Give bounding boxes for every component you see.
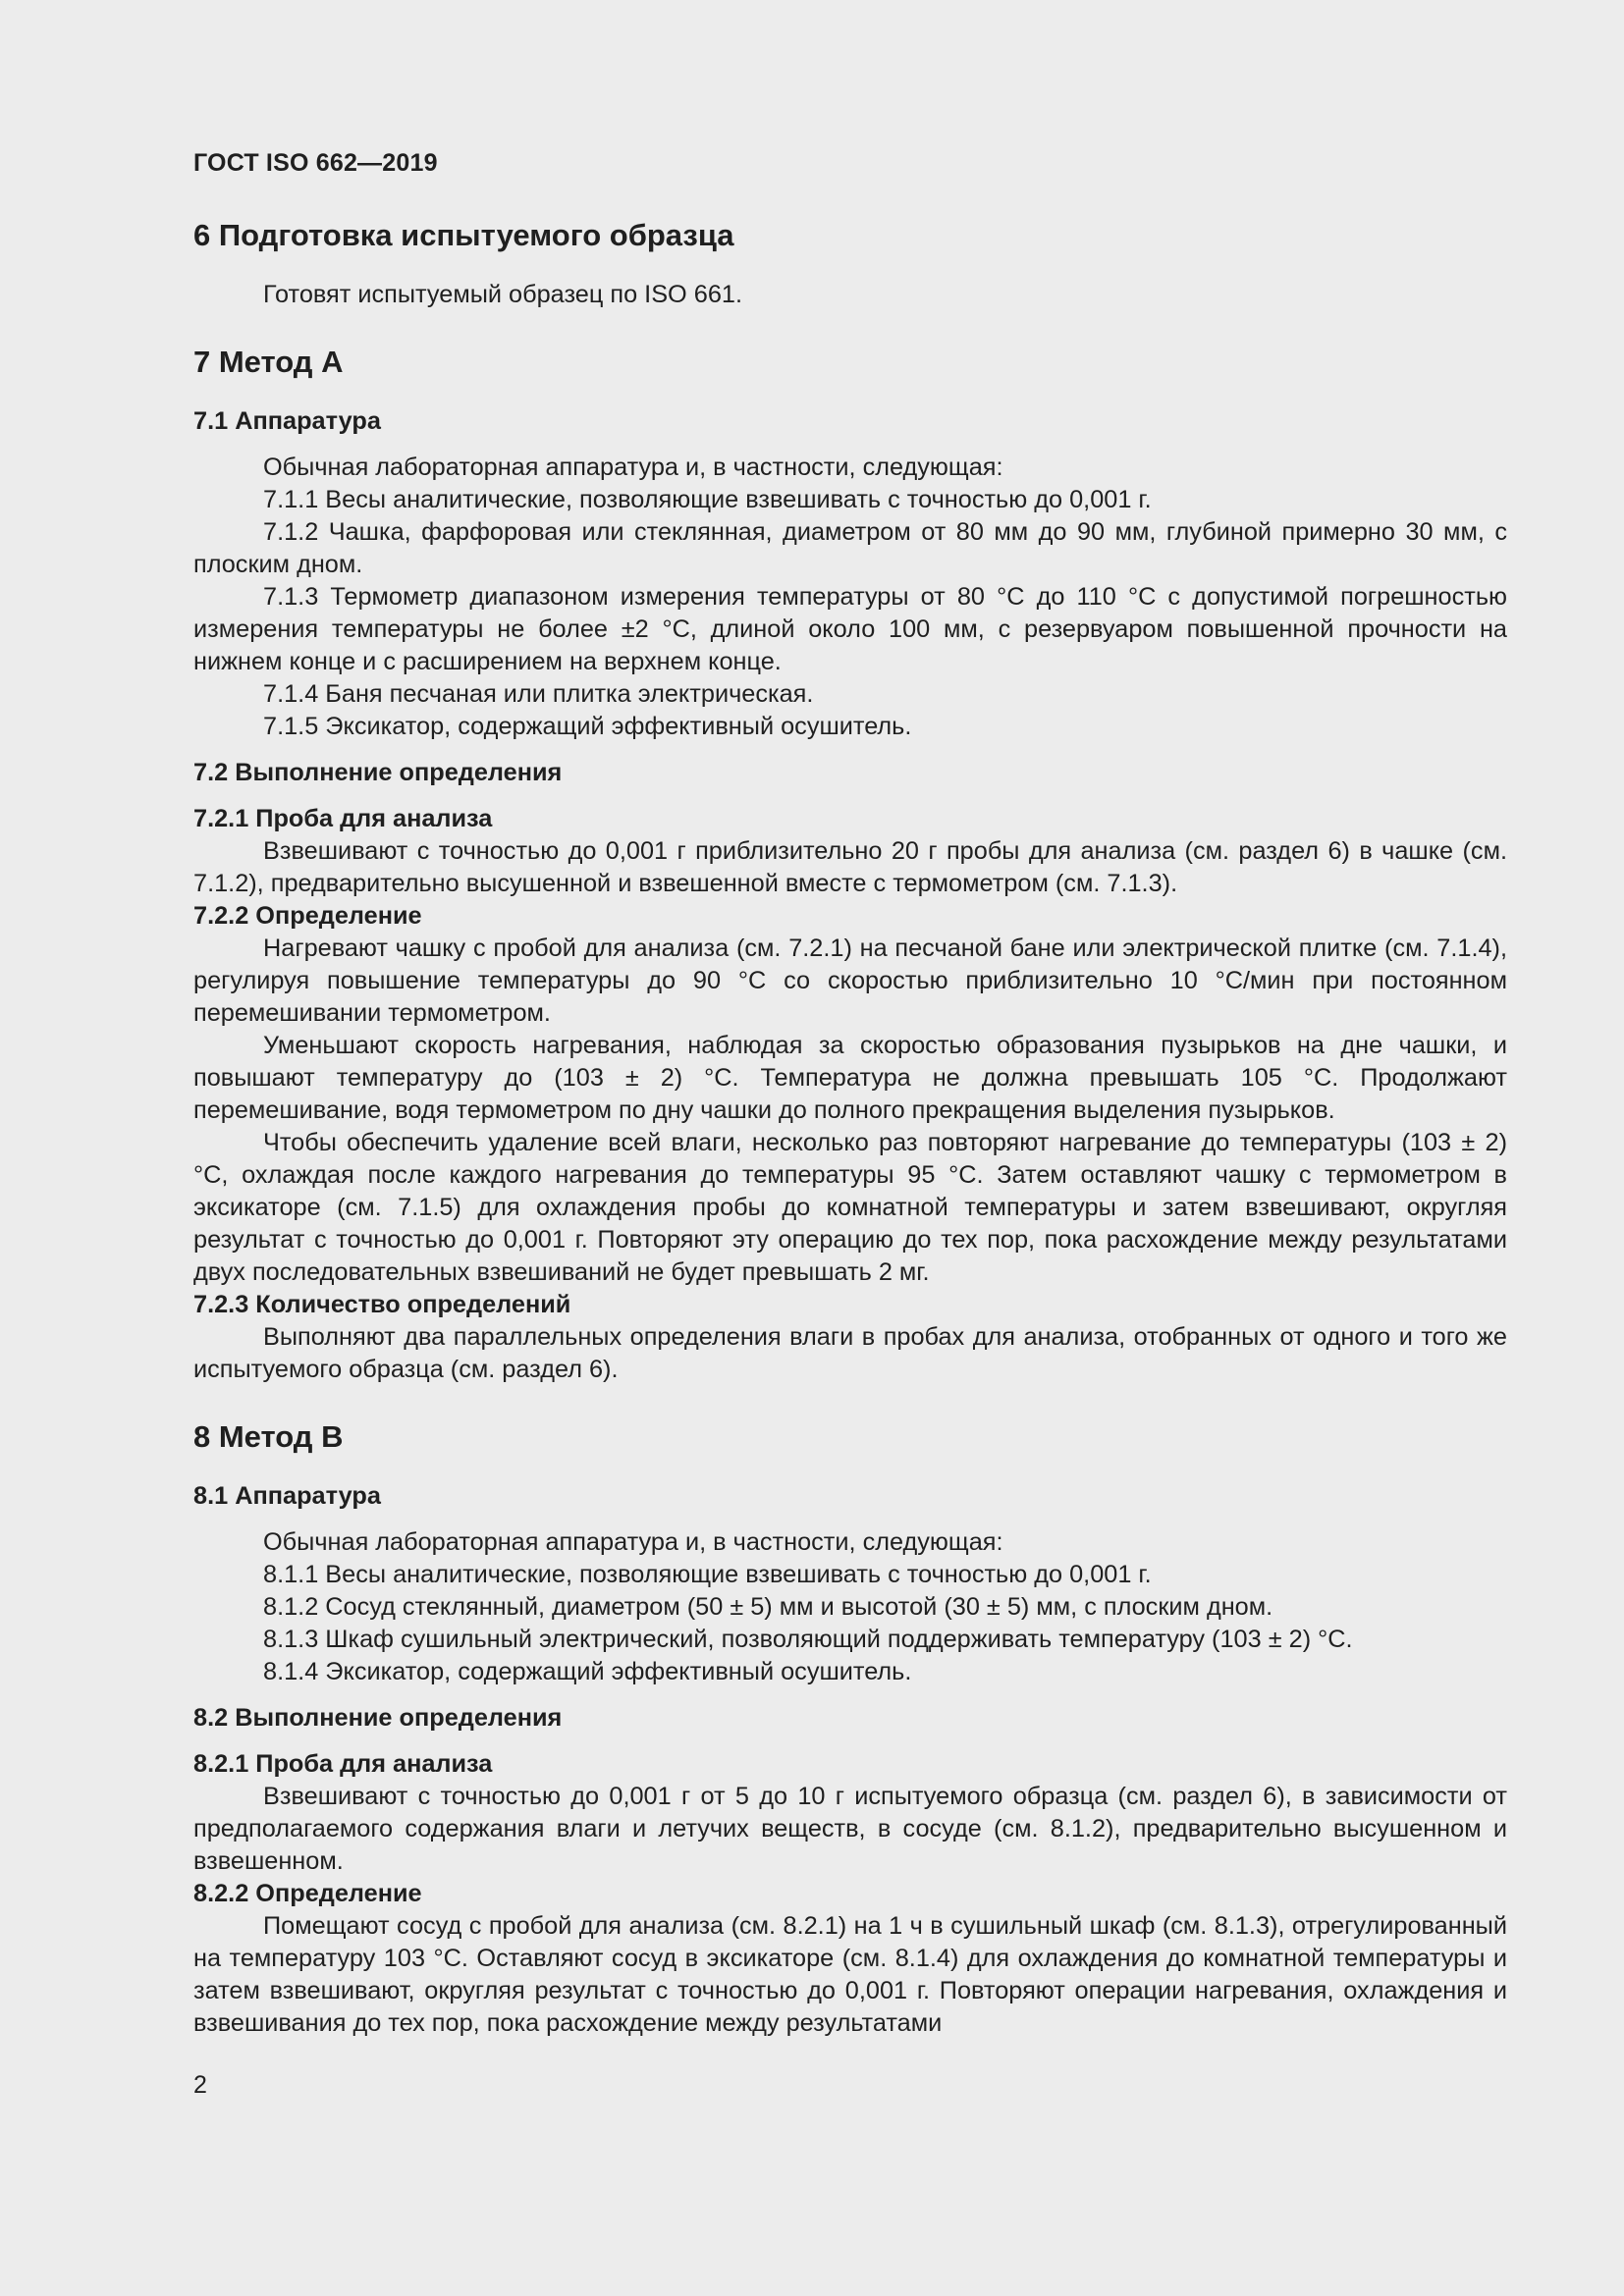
clause-7-1-1: 7.1.1 Весы аналитические, позволяющие взвешивать с точностью до 0,001 г. xyxy=(263,486,1152,513)
section-7-title: 7 Метод А xyxy=(193,345,344,379)
section-7-2-1-title: 7.2.1 Проба для анализа xyxy=(193,805,493,832)
section-7-2-3-title: 7.2.3 Количество определений xyxy=(193,1291,571,1318)
clause-7-1-4: 7.1.4 Баня песчаная или плитка электрическая. xyxy=(263,680,814,708)
clause-8-1-2: 8.1.2 Сосуд стеклянный, диаметром (50 ± 5) мм и высотой (30 ± 5) мм, с плоским дном. xyxy=(263,1593,1273,1621)
clause-8-1-3: 8.1.3 Шкаф сушильный электрический, позволяющий поддерживать температуру (103 ± 2) °С. xyxy=(263,1626,1353,1653)
section-8-2-1-title: 8.2.1 Проба для анализа xyxy=(193,1750,493,1778)
section-7-2-2-para-2: Уменьшают скорость нагревания, наблюдая за скоростью образования пузырьков на дне чашки, и повышают температуру до (103 ± 2) °С. Температура не должна превышать 105 °С. Продолжают перемешивание, водя термометром по дну чашки до полного прекращения выделения пузырьков. xyxy=(193,1032,1507,1124)
section-8-1-title: 8.1 Аппаратура xyxy=(193,1482,381,1510)
section-8-2-2-title: 8.2.2 Определение xyxy=(193,1880,422,1907)
section-7-2-2-para-3: Чтобы обеспечить удаление всей влаги, несколько раз повторяют нагревание до температуры (103 ± 2) °С, охлаждая после каждого нагревания до температуры 95 °С. Затем оставляют чашку с термометром в эксикаторе (см. 7.1.5) для охлаждения пробы до комнатной температуры и затем взвешивают, округляя результат с точностью до 0,001 г. Повторяют эту операцию до тех пор, пока расхождение между результатами двух последовательных взвешиваний не будет превышать 2 мг. xyxy=(193,1129,1507,1286)
section-8-title: 8 Метод В xyxy=(193,1419,344,1454)
section-6-text: Готовят испытуемый образец по ISO 661. xyxy=(263,281,743,308)
section-7-2-2-para-1: Нагревают чашку с пробой для анализа (см. 7.2.1) на песчаной бане или электрической плитке (см. 7.1.4), регулируя повышение температуры до 90 °С со скоростью приблизительно 10 °С/мин при постоянном перемешивании термометром. xyxy=(193,934,1507,1027)
section-6-title: 6 Подготовка испытуемого образца xyxy=(193,218,734,252)
section-8-2-title: 8.2 Выполнение определения xyxy=(193,1704,563,1732)
clause-8-1-1: 8.1.1 Весы аналитические, позволяющие взвешивать с точностью до 0,001 г. xyxy=(263,1561,1152,1588)
clause-7-1-3: 7.1.3 Термометр диапазоном измерения температуры от 80 °С до 110 °С с допустимой погрешностью измерения температуры не более ±2 °С, длиной около 100 мм, с резервуаром повышенной прочности на нижнем конце и с расширением на верхнем конце. xyxy=(193,583,1507,675)
section-7-2-1-text: Взвешивают с точностью до 0,001 г приблизительно 20 г пробы для анализа (см. раздел 6) в чашке (см. 7.1.2), предварительно высушенной и взвешенной вместе с термометром (см. 7.1.3). xyxy=(193,837,1507,897)
clause-7-1-2: 7.1.2 Чашка, фарфоровая или стеклянная, диаметром от 80 мм до 90 мм, глубиной примерно 30 мм, с плоским дном. xyxy=(193,518,1507,578)
section-7-2-title: 7.2 Выполнение определения xyxy=(193,759,563,786)
section-8-2-2-text: Помещают сосуд с пробой для анализа (см. 8.2.1) на 1 ч в сушильный шкаф (см. 8.1.3), отрегулированный на температуру 103 °С. Оставляют сосуд в эксикаторе (см. 8.1.4) для охлаждения до комнатной температуры и затем взвешивают, округляя результат с точностью до 0,001 г. Повторяют операции нагревания, охлаждения и взвешивания до тех пор, пока расхождение между результатами xyxy=(193,1912,1507,2037)
section-8-1-intro: Обычная лабораторная аппаратура и, в частности, следующая: xyxy=(263,1528,1003,1556)
section-7-2-3-text: Выполняют два параллельных определения влаги в пробах для анализа, отобранных от одного и того же испытуемого образца (см. раздел 6). xyxy=(193,1323,1507,1383)
clause-7-1-5: 7.1.5 Эксикатор, содержащий эффективный осушитель. xyxy=(263,713,912,740)
clause-8-1-4: 8.1.4 Эксикатор, содержащий эффективный осушитель. xyxy=(263,1658,912,1685)
document-body xyxy=(193,218,1507,2040)
section-8-2-1-text: Взвешивают с точностью до 0,001 г от 5 до 10 г испытуемого образца (см. раздел 6), в зависимости от предполагаемого содержания влаги и летучих веществ, в сосуде (см. 8.1.2), предварительно высушенном и взвешенном. xyxy=(193,1783,1507,1875)
page-number: 2 xyxy=(193,2071,207,2099)
section-7-1-intro: Обычная лабораторная аппаратура и, в частности, следующая: xyxy=(263,454,1003,481)
section-7-2-2-title: 7.2.2 Определение xyxy=(193,902,422,930)
document-header: ГОСТ ISO 662—2019 xyxy=(193,149,438,177)
section-7-1-title: 7.1 Аппаратура xyxy=(193,407,381,435)
